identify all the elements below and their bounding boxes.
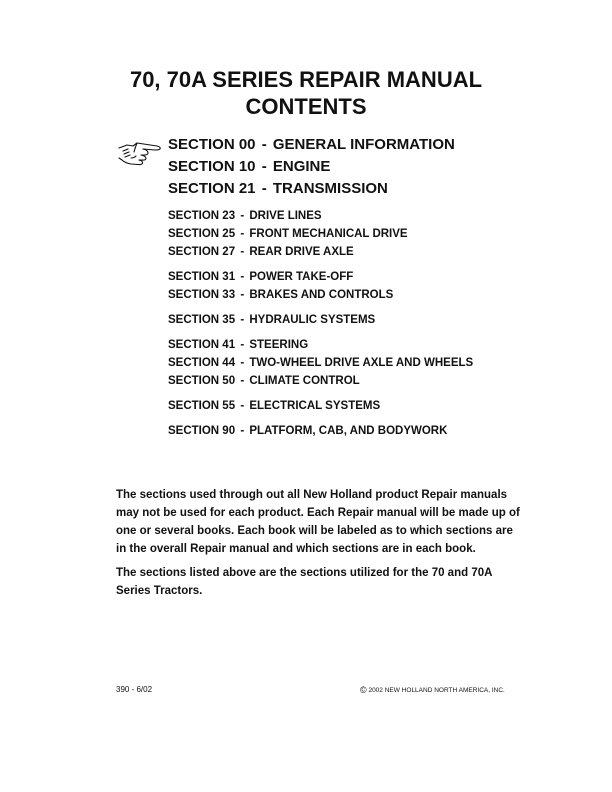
section-name: REAR DRIVE AXLE	[249, 246, 354, 258]
section-separator: -	[240, 289, 245, 301]
section-name: PLATFORM, CAB, AND BODYWORK	[249, 425, 448, 437]
section-separator: -	[240, 357, 245, 369]
group-spacer	[168, 329, 473, 336]
section-name: POWER TAKE-OFF	[249, 271, 354, 283]
major-section-item[interactable]	[168, 178, 455, 200]
section-separator: -	[240, 246, 245, 258]
section-separator: -	[261, 180, 267, 197]
page-subtitle: CONTENTS	[245, 94, 367, 119]
section-separator: -	[261, 158, 267, 175]
section-code: SECTION 44	[168, 357, 236, 369]
major-section-item[interactable]	[168, 156, 455, 178]
section-name: TRANSMISSION	[272, 180, 388, 197]
group-spacer	[168, 390, 473, 397]
section-separator: -	[240, 228, 245, 240]
section-code: SECTION 10	[168, 158, 256, 175]
section-item[interactable]	[168, 397, 473, 415]
section-code: SECTION 90	[168, 425, 236, 437]
section-name: BRAKES AND CONTROLS	[249, 289, 394, 301]
section-item[interactable]	[168, 268, 473, 286]
section-separator: -	[240, 271, 245, 283]
section-item[interactable]	[168, 336, 473, 354]
section-name: GENERAL INFORMATION	[272, 136, 455, 153]
major-section-item[interactable]	[168, 134, 455, 156]
part-number: 390 - 6/02	[116, 685, 153, 694]
section-separator: -	[240, 210, 245, 222]
section-code: SECTION 31	[168, 271, 236, 283]
section-item[interactable]	[168, 422, 473, 440]
section-code: SECTION 23	[168, 210, 236, 222]
section-name: STEERING	[249, 339, 309, 351]
section-separator: -	[240, 425, 245, 437]
section-name: FRONT MECHANICAL DRIVE	[249, 228, 408, 240]
section-separator: -	[240, 400, 245, 412]
section-name: HYDRAULIC SYSTEMS	[249, 314, 376, 326]
copyright-text: 2002 NEW HOLLAND NORTH AMERICA, INC.	[368, 687, 505, 694]
section-name: CLIMATE CONTROL	[249, 375, 360, 387]
major-section-list	[168, 134, 455, 200]
copyright-notice	[360, 685, 505, 695]
section-code: SECTION 00	[168, 136, 256, 153]
section-item[interactable]	[168, 372, 473, 390]
section-code: SECTION 55	[168, 400, 236, 412]
group-spacer	[168, 261, 473, 268]
group-spacer	[168, 415, 473, 422]
minor-section-list	[168, 207, 473, 440]
section-name: DRIVE LINES	[249, 210, 322, 222]
pointing-hand-icon	[117, 134, 165, 168]
section-item[interactable]	[168, 225, 473, 243]
section-code: SECTION 21	[168, 180, 256, 197]
section-code: SECTION 25	[168, 228, 236, 240]
section-code: SECTION 35	[168, 314, 236, 326]
section-item[interactable]	[168, 311, 473, 329]
section-name: ENGINE	[272, 158, 331, 175]
page-title: 70, 70A SERIES REPAIR MANUAL	[129, 67, 483, 92]
sections-utilized-paragraph: The sections listed above are the sections utilized for the 70 and 70A Series Tractors.	[116, 567, 492, 597]
group-spacer	[168, 304, 473, 311]
section-code: SECTION 50	[168, 375, 236, 387]
section-item[interactable]	[168, 207, 473, 225]
section-separator: -	[240, 339, 245, 351]
sections-explanation-paragraph: The sections used through out all New Holland product Repair manuals may not be used for each product. Each Repair manual will be made up of one or several books. Each book will be labeled as to which sections are in the overall Repair manual and which sections are in each book.	[116, 489, 520, 555]
section-separator: -	[240, 375, 245, 387]
copyright-icon: ©	[360, 685, 367, 695]
section-item[interactable]	[168, 286, 473, 304]
section-code: SECTION 33	[168, 289, 236, 301]
section-separator: -	[240, 314, 245, 326]
section-name: ELECTRICAL SYSTEMS	[249, 400, 381, 412]
section-code: SECTION 27	[168, 246, 236, 258]
section-item[interactable]	[168, 354, 473, 372]
section-separator: -	[261, 136, 267, 153]
section-item[interactable]	[168, 243, 473, 261]
section-name: TWO-WHEEL DRIVE AXLE AND WHEELS	[249, 357, 474, 369]
section-code: SECTION 41	[168, 339, 236, 351]
